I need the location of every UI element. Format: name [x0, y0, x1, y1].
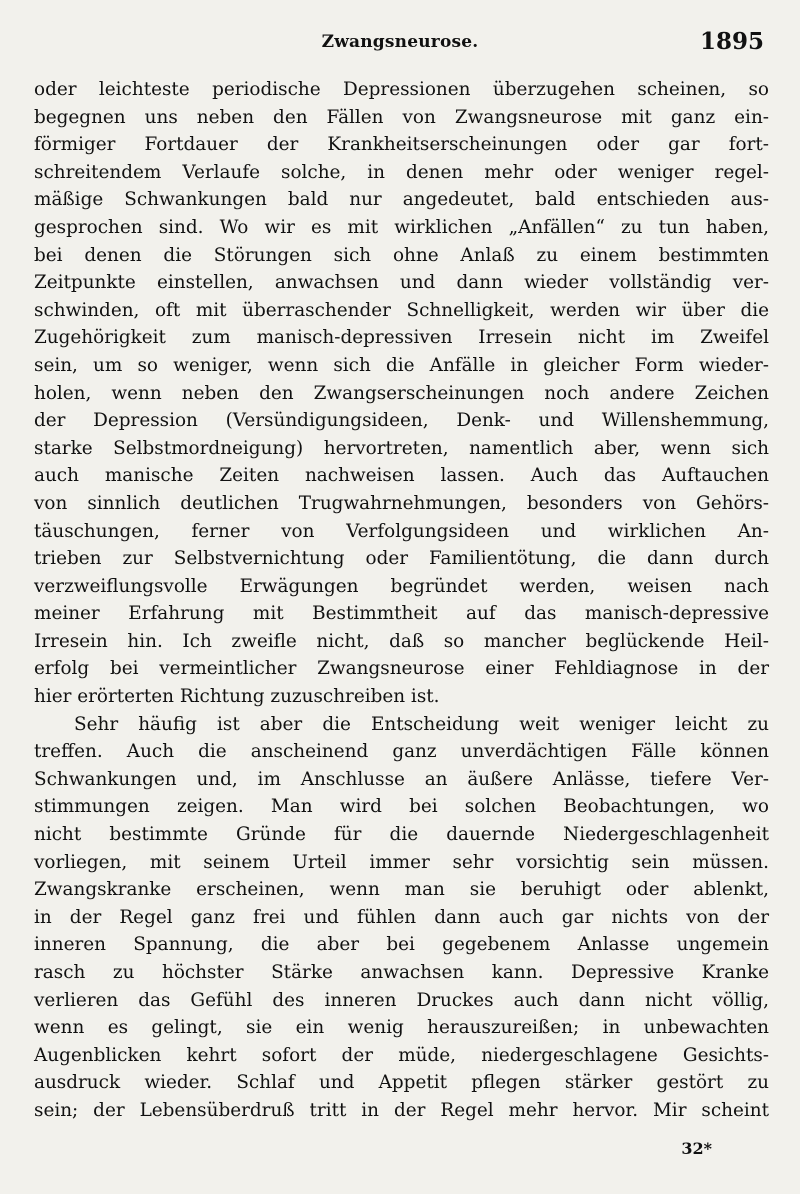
text-line: Sehr häufig ist aber die Entscheidung weit weniger leicht zu [74, 713, 769, 735]
text-line: inneren Spannung, die aber bei gegebenem Anlasse ungemein [34, 934, 769, 956]
signature-mark: 32* [681, 1139, 712, 1158]
text-line: verzweiflungsvolle Erwägungen begründet werden, weisen nach [34, 575, 769, 597]
text-line: Schwankungen und, im Anschlusse an äußere Anlässe, tiefere Ver- [34, 768, 769, 790]
body-text [34, 76, 769, 1125]
text-line: der Depression (Versündigungsideen, Denk- und Willenshemmung, [34, 410, 769, 432]
text-line: sein, um so weniger, wenn sich die Anfälle in gleicher Form wieder- [34, 354, 769, 376]
text-line: Zugehörigkeit zum manisch-depressiven Irresein nicht im Zweifel [34, 327, 769, 349]
text-line: von sinnlich deutlichen Trugwahrnehmungen, besonders von Gehörs- [34, 492, 769, 514]
text-line: in der Regel ganz frei und fühlen dann auch gar nichts von der [34, 906, 769, 928]
text-line: schwinden, oft mit überraschender Schnelligkeit, werden wir über die [34, 299, 769, 321]
text-line: bei denen die Störungen sich ohne Anlaß zu einem bestimmten [34, 244, 769, 266]
text-line: gesprochen sind. Wo wir es mit wirklichen „Anfällen“ zu tun haben, [34, 216, 769, 238]
text-line: Augenblicken kehrt sofort der müde, niedergeschlagene Gesichts- [34, 1044, 769, 1066]
text-line: rasch zu höchster Stärke anwachsen kann. Depressive Kranke [34, 962, 769, 983]
text-line: wenn es gelingt, sie ein wenig herauszureißen; in unbewachten [34, 1017, 769, 1039]
page-header [34, 28, 766, 62]
text-line: täuschungen, ferner von Verfolgungsideen und wirklichen An- [34, 520, 769, 542]
text-line: meiner Erfahrung mit Bestimmtheit auf das manisch-depressive [34, 603, 769, 625]
text-line: nicht bestimmte Gründe für die dauernde Niedergeschlagenheit [34, 824, 769, 846]
text-line: trieben zur Selbstvernichtung oder Familientötung, die dann durch [34, 548, 769, 570]
text-line: schreitendem Verlaufe solche, in denen mehr oder weniger regel- [34, 161, 769, 183]
text-line: auch manische Zeiten nachweisen lassen. Auch das Auftauchen [34, 465, 769, 487]
text-line: begegnen uns neben den Fällen von Zwangsneurose mit ganz ein- [34, 106, 769, 128]
text-line: vorliegen, mit seinem Urteil immer sehr vorsichtig sein müssen. [34, 851, 769, 873]
text-line: starke Selbstmordneigung) hervortreten, namentlich aber, wenn sich [34, 437, 769, 459]
text-line: förmiger Fortdauer der Krankheitserscheinungen oder gar fort- [34, 134, 769, 156]
text-line: Zeitpunkte einstellen, anwachsen und dann wieder vollständig ver- [34, 272, 769, 294]
text-line: treffen. Auch die anscheinend ganz unverdächtigen Fälle können [34, 741, 769, 763]
text-line: Irresein hin. Ich zweifle nicht, daß so mancher beglückende Heil- [34, 630, 769, 652]
text-line: erfolg bei vermeintlicher Zwangsneurose einer Fehldiagnose in der [34, 658, 769, 680]
text-line: oder leichteste periodische Depressionen überzugehen scheinen, so [34, 79, 769, 100]
paragraph-1 [34, 76, 769, 711]
running-title: Zwangsneurose. [321, 32, 479, 52]
paragraph-2 [34, 711, 769, 1125]
text-line: verlieren das Gefühl des inneren Druckes auch dann nicht völlig, [34, 989, 769, 1011]
text-line: ausdruck wieder. Schlaf und Appetit pflegen stärker gestört zu [34, 1072, 769, 1094]
page-number: 1895 [699, 28, 764, 55]
text-line: hier erörterten Richtung zuzuschreiben ist. [34, 686, 440, 708]
text-line: mäßige Schwankungen bald nur angedeutet, bald entschieden aus- [34, 189, 769, 211]
text-line: sein; der Lebensüberdruß tritt in der Regel mehr hervor. Mir scheint [34, 1099, 769, 1121]
text-line: holen, wenn neben den Zwangserscheinungen noch andere Zeichen [34, 382, 769, 404]
text-line: Zwangskranke erscheinen, wenn man sie beruhigt oder ablenkt, [34, 879, 769, 901]
text-line: stimmungen zeigen. Man wird bei solchen Beobachtungen, wo [34, 796, 769, 818]
